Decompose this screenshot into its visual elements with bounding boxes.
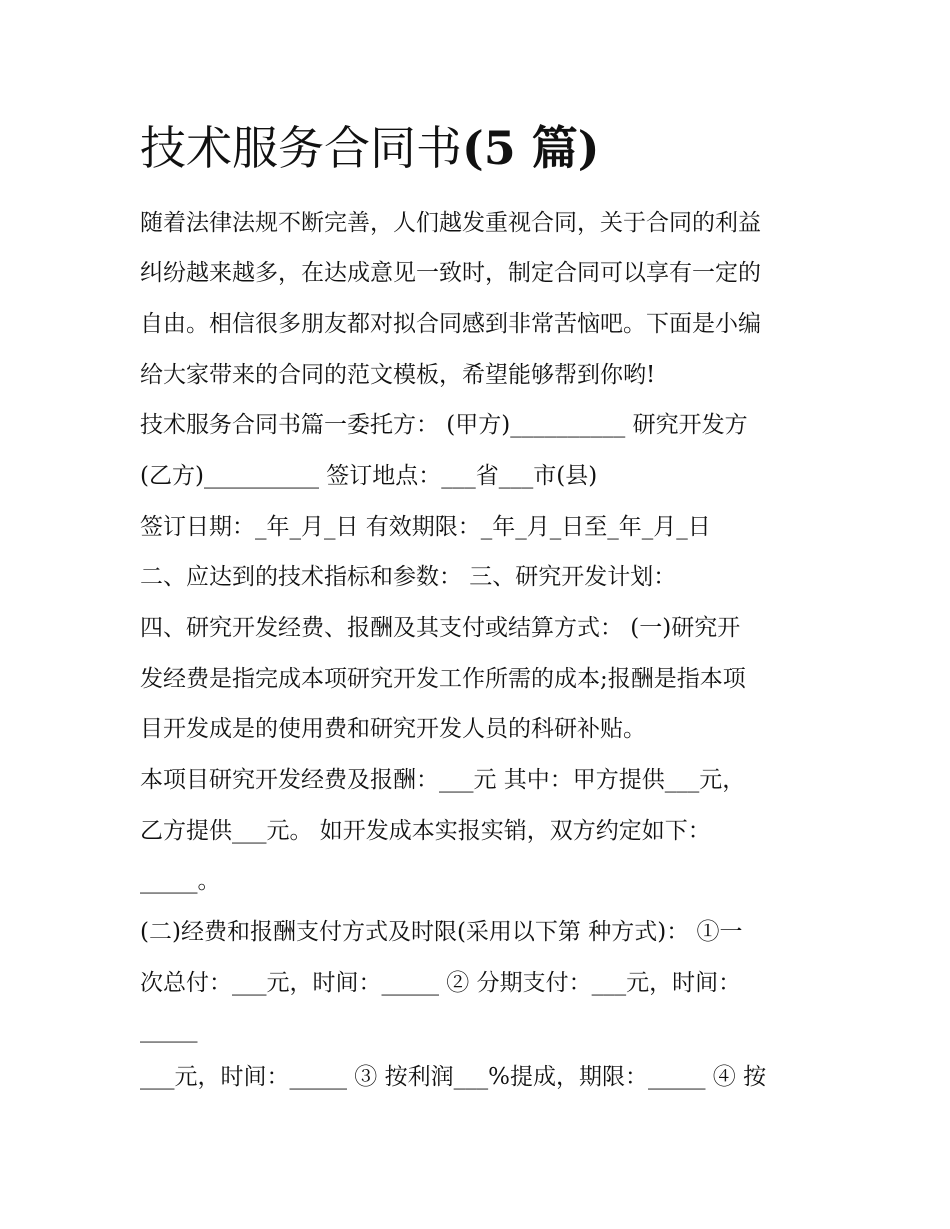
body-line-10: 发经费是指完成本项研究开发工作所需的成本;报酬是指本项 <box>140 666 746 692</box>
document-title-suffix: (5 篇) <box>462 121 600 175</box>
document-title <box>140 118 600 178</box>
body-line-12: 本项目研究开发经费及报酬：___元 其中：甲方提供___元， <box>140 767 746 793</box>
body-line-13: 乙方提供___元。 如开发成本实报实销，双方约定如下： <box>140 818 711 844</box>
body-line-2: 纠纷越来越多，在达成意见一致时，制定合同可以享有一定的 <box>140 260 761 286</box>
document-title-main: 技术服务合同书 <box>140 121 462 175</box>
body-line-14: _____。 <box>140 868 221 894</box>
body-line-6: (乙方)__________ 签订地点：___省___市(县) <box>140 463 598 489</box>
body-line-8: 二、应达到的技术指标和参数： 三、研究开发计划： <box>140 564 677 590</box>
body-line-16: 次总付：___元，时间：_____ ② 分期支付：___元，时间： <box>140 970 742 996</box>
body-line-1: 随着法律法规不断完善，人们越发重视合同，关于合同的利益 <box>140 210 761 236</box>
body-line-17: _____ <box>140 1017 198 1043</box>
body-line-5: 技术服务合同书篇一委托方： (甲方)__________ 研究开发方 <box>140 412 748 438</box>
body-line-4: 给大家带来的合同的范文模板，希望能够帮到你哟! <box>140 362 656 388</box>
body-line-3: 自由。相信很多朋友都对拟合同感到非常苦恼吧。下面是小编 <box>140 311 761 337</box>
body-line-15: (二)经费和报酬支付方式及时限(采用以下第 种方式)： ①一 <box>140 919 743 945</box>
body-line-11: 目开发成是的使用费和研究开发人员的科研补贴。 <box>140 716 646 742</box>
body-line-9: 四、研究开发经费、报酬及其支付或结算方式： (一)研究开 <box>140 615 741 641</box>
body-line-7: 签订日期：_年_月_日 有效期限：_年_月_日至_年_月_日 <box>140 514 711 540</box>
body-line-18: ___元，时间：_____ ③ 按利润___%提成，期限：_____ ④ 按 <box>140 1064 767 1090</box>
